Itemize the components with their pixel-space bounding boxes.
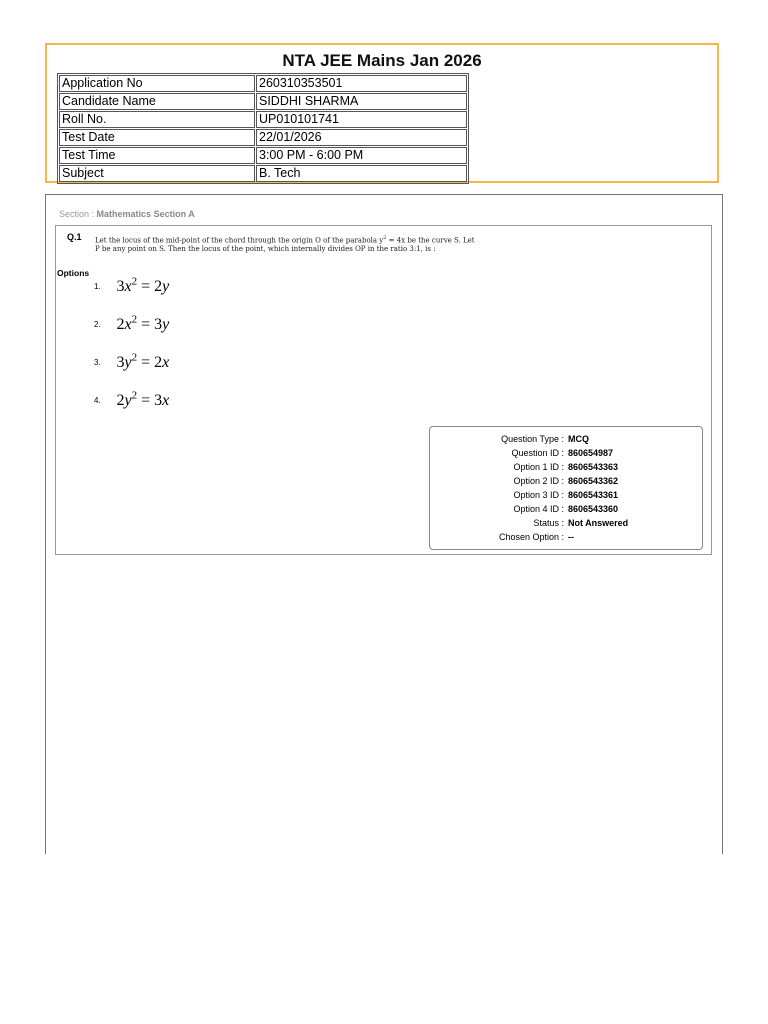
section-heading bbox=[59, 209, 195, 219]
candidate-info-table bbox=[57, 73, 469, 184]
option-4 bbox=[94, 390, 169, 410]
info-key: Candidate Name bbox=[59, 93, 255, 110]
meta-row bbox=[430, 448, 702, 462]
option-equation: $2x^2 = 3y$ bbox=[116, 314, 170, 334]
question-text-part2: = 4x be the curve S. Let P be any point on S. Then the locus of the point, which internally divides OP in the ratio 3:1, is : bbox=[95, 236, 475, 254]
question-text bbox=[95, 234, 475, 254]
meta-row bbox=[430, 490, 702, 504]
option-number: 2. bbox=[94, 319, 101, 329]
question-number: Q.1 bbox=[67, 232, 82, 242]
candidate-header bbox=[45, 43, 719, 183]
meta-value: 8606543363 bbox=[568, 462, 619, 472]
meta-value: 860654987 bbox=[568, 448, 614, 458]
table-row bbox=[59, 93, 467, 110]
meta-row bbox=[430, 476, 702, 490]
meta-value: -- bbox=[568, 532, 574, 542]
page-title: NTA JEE Mains Jan 2026 bbox=[282, 51, 482, 70]
option-3 bbox=[94, 352, 169, 372]
table-row bbox=[59, 129, 467, 146]
meta-value: 8606543360 bbox=[568, 504, 619, 514]
meta-key: Status : bbox=[533, 518, 564, 528]
info-key: Application No bbox=[59, 75, 255, 92]
info-value: B. Tech bbox=[256, 165, 467, 182]
section-label: Section : bbox=[59, 209, 95, 219]
meta-key: Question Type : bbox=[501, 434, 564, 444]
info-value: SIDDHI SHARMA bbox=[256, 93, 467, 110]
meta-value: 8606543361 bbox=[568, 490, 619, 500]
info-value: 260310353501 bbox=[256, 75, 467, 92]
info-key: Subject bbox=[59, 165, 255, 182]
meta-key: Option 3 ID : bbox=[513, 490, 564, 500]
meta-key: Question ID : bbox=[511, 448, 564, 458]
table-row bbox=[59, 165, 467, 182]
option-equation: $2y^2 = 3x$ bbox=[116, 390, 170, 410]
question-meta-box bbox=[429, 426, 703, 550]
info-key: Test Time bbox=[59, 147, 255, 164]
meta-key: Option 4 ID : bbox=[513, 504, 564, 514]
option-number: 4. bbox=[94, 395, 101, 405]
meta-row bbox=[430, 518, 702, 532]
info-value: 3:00 PM - 6:00 PM bbox=[256, 147, 467, 164]
info-key: Roll No. bbox=[59, 111, 255, 128]
question-text-sup: 2 bbox=[383, 235, 387, 241]
meta-row bbox=[430, 462, 702, 476]
meta-value: MCQ bbox=[568, 434, 589, 444]
section-name: Mathematics Section A bbox=[96, 209, 195, 219]
table-row bbox=[59, 147, 467, 164]
option-number: 1. bbox=[94, 281, 101, 291]
meta-row bbox=[430, 434, 702, 448]
option-2 bbox=[94, 314, 169, 334]
question-card bbox=[55, 225, 712, 555]
table-row bbox=[59, 111, 467, 128]
info-value: 22/01/2026 bbox=[256, 129, 467, 146]
question-panel bbox=[45, 194, 723, 854]
meta-key: Chosen Option : bbox=[498, 532, 564, 542]
meta-row bbox=[430, 504, 702, 518]
table-row bbox=[59, 75, 467, 92]
option-number: 3. bbox=[94, 357, 101, 367]
meta-key: Option 2 ID : bbox=[513, 476, 564, 486]
meta-row bbox=[430, 532, 702, 546]
option-equation: $3y^2 = 2x$ bbox=[116, 352, 170, 372]
info-value: UP010101741 bbox=[256, 111, 467, 128]
info-key: Test Date bbox=[59, 129, 255, 146]
option-equation: $3x^2 = 2y$ bbox=[116, 276, 170, 296]
question-text-part1: Let the locus of the mid-point of the chord through the origin O of the parabola y bbox=[95, 236, 384, 245]
meta-value: Not Answered bbox=[568, 518, 629, 528]
options-label: Options bbox=[57, 268, 90, 278]
meta-key: Option 1 ID : bbox=[513, 462, 564, 472]
option-1 bbox=[94, 276, 169, 296]
meta-value: 8606543362 bbox=[568, 476, 619, 486]
